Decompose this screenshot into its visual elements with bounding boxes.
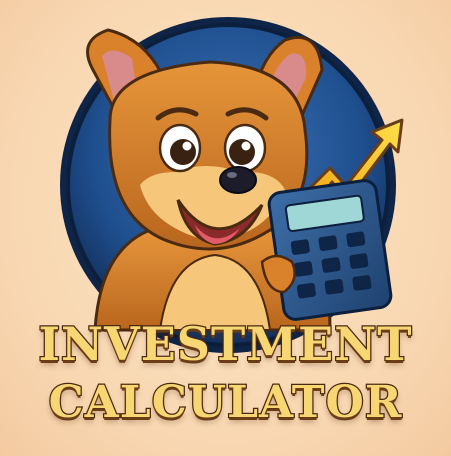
calculator-icon — [262, 179, 392, 321]
logo-title-line-2: CALCULATOR — [48, 377, 403, 428]
logo-title-line-1: INVESTMENT — [38, 317, 413, 371]
